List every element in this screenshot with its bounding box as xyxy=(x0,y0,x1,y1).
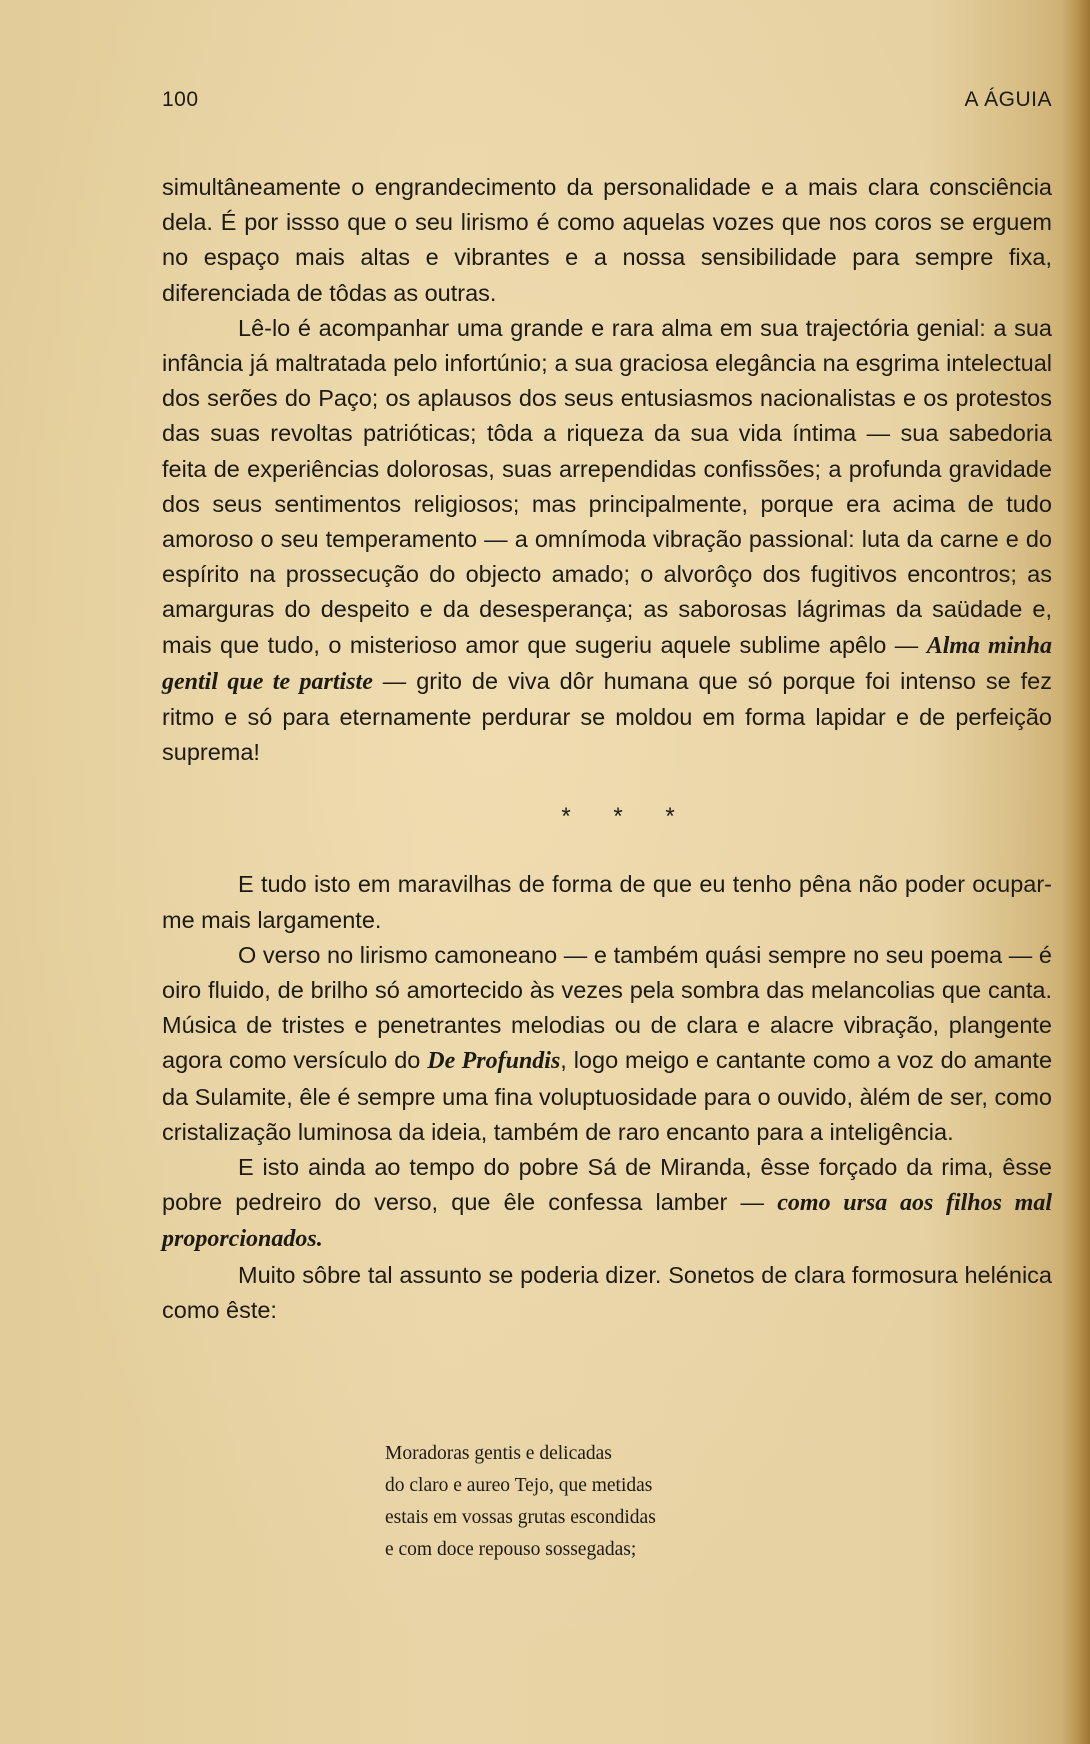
verse-quotation xyxy=(385,1438,656,1566)
italic-phrase: como ursa aos filhos mal proporcionados. xyxy=(162,1190,1052,1253)
section-separator: * * * xyxy=(561,803,693,831)
text-run: — grito de viva dôr humana que só porque foi intenso se fez ritmo e só para eternamente perdurar se moldou em forma lapidar e de perfeição suprema! xyxy=(162,667,1052,766)
italic-phrase: De Profundis xyxy=(427,1048,561,1075)
text-run: O verso no lirismo camoneano — e também quási sempre no seu poema — é oiro fluido, de brilho só amortecido às vezes pela sombra das melancolias que canta. Música de tristes e penetrantes melodias ou de clara e alacre vibração, plangente agora como versículo do xyxy=(162,941,1052,1074)
paragraph xyxy=(162,1150,1052,1258)
paragraph xyxy=(162,170,1052,311)
body-text xyxy=(162,170,1052,1328)
running-head xyxy=(162,88,1052,118)
verse-line: Moradoras gentis e delicadas xyxy=(385,1443,612,1464)
text-run: , logo meigo e cantante como a voz do amante da Sulamite, êle é sempre uma fina voluptuosidade para o ouvido, àlém de ser, como cristalização luminosa da ideia, também de raro encanto para a inteligência. xyxy=(162,1047,1053,1145)
verse-line: e com doce repouso sossegadas; xyxy=(385,1539,637,1560)
verse-line: estais em vossas grutas escondidas xyxy=(385,1507,656,1528)
italic-phrase: Alma minha gentil que te partiste xyxy=(162,632,1053,695)
page-edge-shadow xyxy=(1062,0,1090,1744)
paragraph xyxy=(162,1258,1052,1328)
text-run: E tudo isto em maravilhas de forma de que eu tenho pêna não poder ocupar-me mais largamente. xyxy=(162,871,1052,933)
paragraph xyxy=(162,867,1052,937)
text-run: simultâneamente o engrandecimento da personalidade e a mais clara consciência dela. É por issso que o seu lirismo é como aquelas vozes que nos coros se erguem no espaço mais altas e vibrantes e a nossa sensibilidade para sempre fixa, diferenciada de tôdas as outras. xyxy=(162,174,1052,306)
verse-line: do claro e aureo Tejo, que metidas xyxy=(385,1475,653,1496)
text-run: Lê-lo é acompanhar uma grande e rara alma em sua trajectória genial: a sua infância já maltratada pelo infortúnio; a sua graciosa elegância na esgrima intelectual dos serões do Paço; os aplausos dos seus entusiasmos nacionalistas e os protestos das suas revoltas patrióticas; tôda a riqueza da sua vida íntima — sua sabedoria feita de experiências dolorosas, suas arrependidas confissões; a profunda gravidade dos seus sentimentos religiosos; mas principalmente, porque era acima de tudo amoroso o seu temperamento — a omnímoda vibração passional: luta da carne e do espírito na prossecução do objecto amado; o alvorôço dos fugitivos encontros; as amarguras do despeito e da desesperança; as saborosas lágrimas da saüdade e, mais que tudo, o misterioso amor que sugeriu aquele sublime apêlo — xyxy=(162,314,1052,658)
paragraph xyxy=(162,938,1052,1150)
page-number: 100 xyxy=(162,88,199,111)
paragraphs-after-separator xyxy=(162,867,1052,1328)
paragraph xyxy=(162,311,1052,771)
text-run: E isto ainda ao tempo do pobre Sá de Miranda, êsse forçado da rima, êsse pobre pedreiro do verso, que êle confessa lamber — xyxy=(162,1154,1052,1216)
paragraphs-before-separator xyxy=(162,170,1052,770)
journal-title: A ÁGUIA xyxy=(964,88,1052,111)
text-run: Muito sôbre tal assunto se poderia dizer. Sonetos de clara formosura helénica como êste: xyxy=(162,1261,1052,1323)
